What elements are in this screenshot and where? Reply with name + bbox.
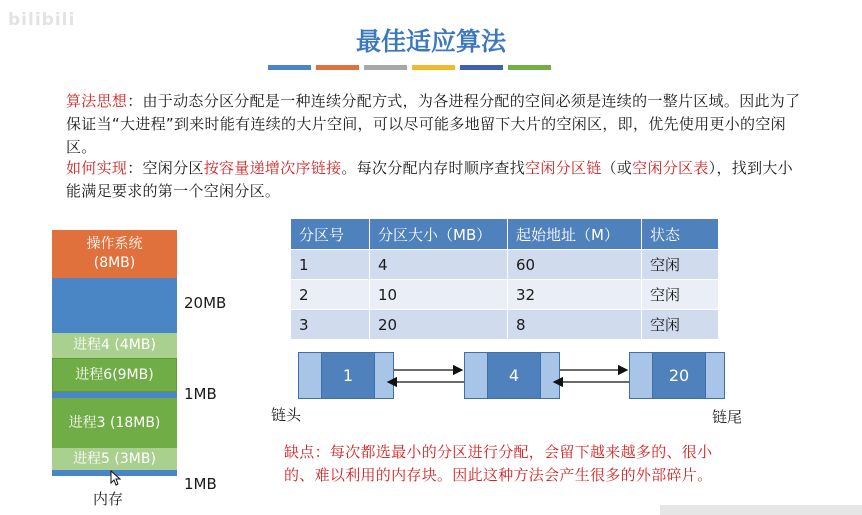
idea-text: ：由于动态分区分配是一种连续分配方式，为各进程分配的空间必须是连续的一整片区域。因此为了保证当“大进程”到来时能有连续的大片空间，可以尽可能多地留下大片的空闲区，即，优先使用更小的空闲区。 [66,92,801,156]
impl-highlight-table: 空闲分区表 [632,159,709,177]
cell-size: 4 [370,250,508,280]
cell-id: 3 [291,310,370,340]
size-label-20mb: 20MB [184,294,227,312]
footer-strip [660,505,862,515]
impl-highlight-chain: 空闲分区链 [525,159,602,177]
table-row [291,310,719,340]
impl-text-4: ），找到大小能满足要求的第一个空闲分区。 [66,159,793,200]
impl-text-3: （或 [601,159,633,177]
cursor-icon [110,470,122,486]
memory-os-block [52,230,177,278]
memory-process5-block [52,448,177,470]
cell-size: 10 [370,280,508,310]
color-bar-orange [316,65,359,70]
os-size: (8MB) [93,255,136,271]
process4-label: 进程4 (4MB) [73,337,156,353]
process3-label: 进程3 (18MB) [68,414,161,431]
chain-node-2 [464,352,560,399]
color-bar-gray [364,65,407,70]
cell-size: 20 [370,310,508,340]
memory-process3-block [52,398,177,448]
idea-label: 算法思想 [66,92,128,110]
color-bar-green [508,65,551,70]
size-label-1mb-a: 1MB [184,385,217,403]
drawback-line-1: 缺点：每次都选最小的分区进行分配，会留下越来越多的、很小 [284,443,713,461]
header-status: 状态 [642,219,719,250]
cell-id: 1 [291,250,370,280]
header-partition-size: 分区大小（MB） [370,219,508,250]
chain-node-3 [629,352,725,399]
algorithm-idea-paragraph [66,90,806,159]
memory-process4-block [52,333,177,358]
header-partition-id: 分区号 [291,219,370,250]
color-bar-navy [460,65,503,70]
memory-caption: 内存 [93,490,124,508]
impl-text-2: 。每次分配内存时顺序查找 [341,159,526,177]
impl-text-1: ：空闲分区 [127,159,204,177]
impl-highlight-order: 按容量递增次序链接 [203,159,342,177]
process5-label: 进程5 (3MB) [73,450,156,467]
chain-node-value: 4 [487,352,541,399]
cell-address: 60 [508,250,642,280]
table-header-row [291,219,719,250]
color-bar-blue [268,65,311,70]
cell-address: 32 [508,280,642,310]
cell-status: 空闲 [642,310,719,340]
table-row [291,250,719,280]
cell-id: 2 [291,280,370,310]
slide-title: 最佳适应算法 [355,27,506,56]
cell-address: 8 [508,310,642,340]
cell-status: 空闲 [642,250,719,280]
os-label: 操作系统 [86,236,143,252]
chain-node-value: 1 [321,352,375,399]
size-label-1mb-b: 1MB [184,475,217,493]
drawback-note [284,441,824,487]
chain-tail-label: 链尾 [712,408,743,426]
table-row [291,280,719,310]
cell-status: 空闲 [642,280,719,310]
implementation-paragraph [66,157,806,203]
memory-process6-block [52,358,177,392]
chain-head-label: 链头 [271,406,302,424]
header-start-address: 起始地址（M） [508,219,642,250]
free-partition-table [290,218,719,340]
drawback-line-2: 的、难以利用的内存块。因此这种方法会产生很多的外部碎片。 [284,466,713,484]
color-bar-yellow [412,65,455,70]
chain-node-value: 20 [652,352,706,399]
memory-free-block-20mb [52,278,177,333]
chain-node-1 [298,352,394,399]
bilibili-watermark: bilibili [8,10,76,30]
impl-label: 如何实现 [66,159,128,177]
process6-label: 进程6(9MB) [75,366,154,383]
